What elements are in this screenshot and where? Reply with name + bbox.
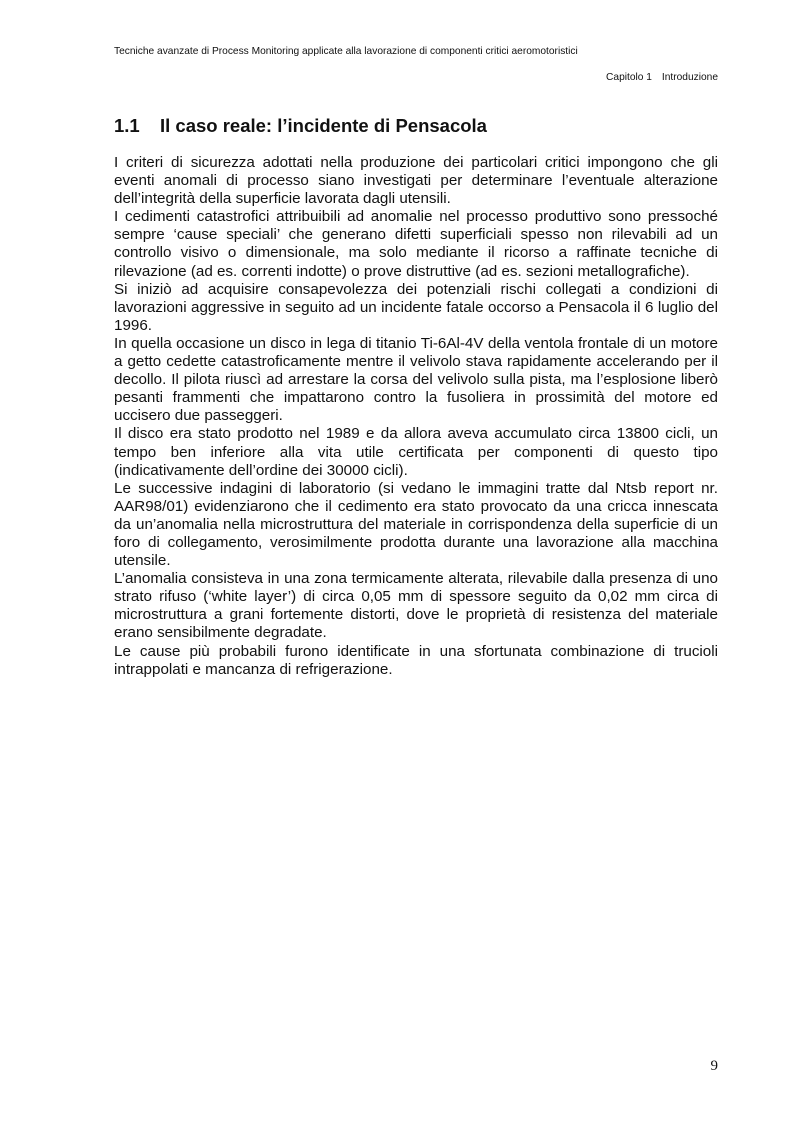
section-title: Il caso reale: l’incidente di Pensacola	[160, 115, 487, 136]
paragraph: Le successive indagini di laboratorio (si vedano le immagini tratte dal Ntsb report nr. AAR98/01) evidenziarono che il cedimento era stato provocato da una cricca innescata da un’anomalia nella microstruttura del materiale in corrispondenza della superficie di un foro di collegamento, verosimilmente prodotta durante una lavorazione alla macchina utensile.	[114, 479, 718, 570]
body-text	[114, 154, 718, 679]
chapter-label: Capitolo 1	[606, 72, 652, 83]
paragraph: In quella occasione un disco in lega di titanio Ti-6Al-4V della ventola frontale di un motore a getto cedette catastroficamente mentre il velivolo stava rapidamente accelerando per il decollo. Il pilota riuscì ad arrestare la corsa del velivolo sulla pista, ma l’esplosione liberò pesanti frammenti che impattarono contro la fusoliera in prossimità del motore ed uccisero due passeggeri.	[114, 334, 718, 425]
running-header: Tecniche avanzate di Process Monitoring applicate alla lavorazione di componenti critici aeromotoristici	[114, 46, 578, 57]
paragraph: Le cause più probabili furono identificate in una sfortunata combinazione di trucioli intrappolati e mancanza di refrigerazione.	[114, 642, 718, 678]
chapter-title: Introduzione	[661, 72, 718, 83]
paragraph: Il disco era stato prodotto nel 1989 e da allora aveva accumulato circa 13800 cicli, un tempo ben inferiore alla vita utile certificata per componenti di questo tipo (indicativamente dell’ordine dei 30000 cicli).	[114, 425, 718, 479]
paragraph: I criteri di sicurezza adottati nella produzione dei particolari critici impongono che gli eventi anomali di processo siano investigati per determinare l’eventuale alterazione dell’integrità della superficie lavorata dagli utensili.	[114, 154, 718, 208]
section-number: 1.1	[114, 115, 140, 136]
paragraph: I cedimenti catastrofici attribuibili ad anomalie nel processo produttivo sono pressoché sempre ‘cause speciali’ che generano difetti superficiali spesso non rilevabili ad un controllo visivo o dimensionale, ma solo mediante il ricorso a raffinate tecniche di rilevazione (ad es. correnti indotte) o prove distruttive (ad es. sezioni metallografiche).	[114, 208, 718, 280]
paragraph: L’anomalia consisteva in una zona termicamente alterata, rilevabile dalla presenza di uno strato rifuso (‘white layer’) di circa 0,05 mm di spessore seguito da 0,02 mm circa di microstruttura a grani fortemente distorti, dove le proprietà di resistenza del materiale erano sensibilmente degradate.	[114, 570, 718, 642]
paragraph: Si iniziò ad acquisire consapevolezza dei potenziali rischi collegati a condizioni di lavorazioni aggressive in seguito ad un incidente fatale occorso a Pensacola il 6 luglio del 1996.	[114, 280, 718, 334]
section-heading	[114, 115, 487, 137]
page-number: 9	[710, 1058, 718, 1074]
chapter-reference	[606, 71, 718, 84]
